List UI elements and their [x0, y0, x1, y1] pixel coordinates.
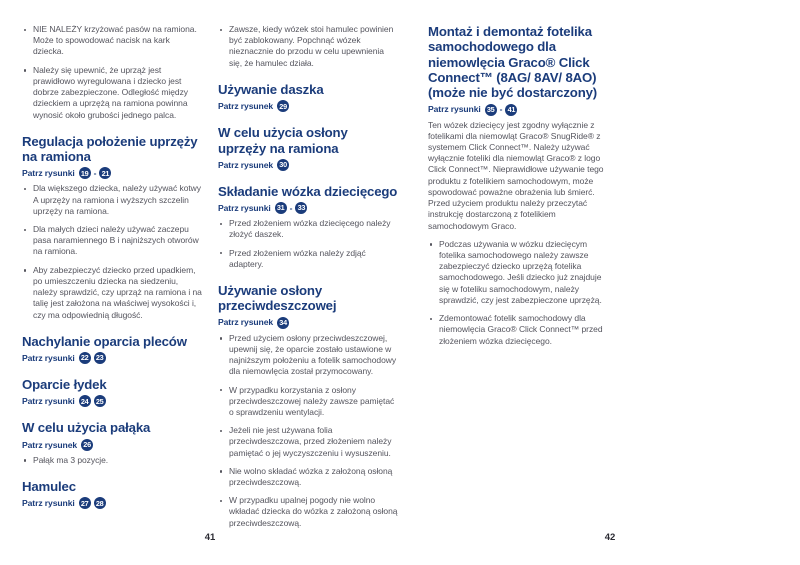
figure-reference-label: Patrz rysunki — [428, 104, 481, 115]
figure-range-dash: - — [499, 104, 503, 115]
figure-badge: 41 — [505, 104, 517, 116]
figure-reference-label: Patrz rysunki — [218, 202, 271, 213]
page-number: 41 — [204, 532, 216, 543]
figure-reference-label: Patrz rysunek — [218, 159, 274, 170]
list-item: Dla większego dziecka, należy używać kotwy A uprzęży na ramiona i wyższych szczelin uprzęży na ramiona. — [22, 183, 202, 217]
list-item: Należy się upewnić, że uprząż jest prawidłowo wyregulowana i dziecko jest dobrze zabezpieczone. Odległość między dzieckiem a uprzężą na ramiona powinna wynosić około grubości jednego palca. — [22, 65, 202, 121]
bullet-list — [428, 239, 608, 347]
figure-reference-label: Patrz rysunek — [22, 439, 78, 450]
page-42-column-1 — [428, 24, 608, 347]
bullet-list — [22, 24, 202, 121]
list-item: Zdemontować fotelik samochodowy dla niemowlęcia Graco® Click Connect™ przed złożeniem wózka dziecięcego. — [428, 313, 608, 347]
figure-badge: 33 — [295, 202, 307, 214]
page-42 — [420, 0, 800, 565]
list-item: Przed złożeniem wózka dziecięcego należy złożyć daszek. — [218, 218, 398, 240]
page-41-column-2 — [218, 24, 398, 536]
bullet-list — [218, 333, 398, 529]
figure-reference — [218, 202, 398, 214]
bullet-list — [22, 183, 202, 320]
figure-badge: 34 — [277, 317, 289, 329]
figure-reference-label: Patrz rysunki — [22, 168, 75, 179]
bullet-list — [218, 218, 398, 270]
figure-reference — [22, 395, 202, 407]
section-heading-canopy: Używanie daszka — [218, 81, 324, 97]
figure-badge: 30 — [277, 159, 289, 171]
page-41-columns — [22, 24, 398, 536]
figure-badge: 29 — [277, 100, 289, 112]
figure-badge: 27 — [79, 497, 91, 509]
section-heading-car-seat-install: Montaż i demontaż fotelika samochodowego dla niemowlęcia Graco® Click Connect™ (8AG/ 8AV/ 8AO) (może nie być dostarczony) — [428, 24, 598, 101]
figure-reference-label: Patrz rysunek — [218, 101, 274, 112]
figure-reference-label: Patrz rysunek — [218, 317, 274, 328]
figure-reference-label: Patrz rysunki — [22, 396, 75, 407]
list-item: Podczas używania w wózku dziecięcym fotelika samochodowego należy zawsze zabezpieczyć dziecko uprzężą fotelika samochodowego. Jeśli dziecko już znajduje się w foteliku samochodowym, należy sprawdzić, czy jest zabezpieczone uprzężą. — [428, 239, 608, 306]
figure-badge: 23 — [94, 352, 106, 364]
list-item: Aby zabezpieczyć dziecko przed upadkiem, po umieszczeniu dziecka na siedzeniu, należy sprawdzić, czy uprząż na ramiona i na talię jest założona na właściwej wysokości i, czy ma odpowiednią długość. — [22, 265, 202, 321]
figure-reference — [218, 159, 398, 171]
figure-reference — [218, 317, 398, 329]
section-heading-calf-support: Oparcie łydek — [22, 377, 107, 393]
figure-badge: 31 — [275, 202, 287, 214]
figure-reference — [22, 352, 202, 364]
section-heading-harness-position: Regulacja położenie uprzęży na ramiona — [22, 133, 198, 165]
figure-badge: 21 — [99, 167, 111, 179]
section-heading-folding-stroller: Składanie wózka dziecięcego — [218, 183, 398, 199]
figure-badge: 22 — [79, 352, 91, 364]
figure-badge: 24 — [79, 395, 91, 407]
list-item: Pałąk ma 3 pozycje. — [22, 455, 202, 466]
figure-reference — [218, 100, 398, 112]
figure-badge: 25 — [94, 395, 106, 407]
section-heading-brake: Hamulec — [22, 478, 76, 494]
figure-badge: 35 — [485, 104, 497, 116]
section-heading-harness-cover: W celu użycia osłony uprzęży na ramiona — [218, 125, 348, 156]
page-41-column-1 — [22, 24, 202, 536]
figure-reference — [22, 167, 202, 179]
figure-badge: 28 — [94, 497, 106, 509]
figure-range-dash: - — [93, 168, 97, 179]
list-item: W przypadku upalnej pogody nie wolno wkładać dziecka do wózka z założoną osłoną przeciwdeszczową. — [218, 495, 398, 529]
figure-badge: 26 — [81, 439, 93, 451]
bullet-list — [22, 455, 202, 466]
list-item: Jeżeli nie jest używana folia przeciwdeszczowa, przed złożeniem należy pamiętać o jej wyczyszczeniu i wysuszeniu. — [218, 425, 398, 459]
figure-reference — [22, 497, 202, 509]
section-paragraph: Ten wózek dziecięcy jest zgodny wyłącznie z fotelikami dla niemowląt Graco® SnugRide® z systemem Click Connect™. Należy używać wyłącznie foteliki dla niemowląt Graco® z logo Click Connect™. Nieprawidłowe używanie tego produktu z fotelikiem samochodowym, może spowodować poważne obrażenia lub śmierć. Przed użyciem produktu należy przeczytać instrukcję dostarczoną z fotelikiem samochodowym Graco. — [428, 119, 604, 231]
bullet-list — [218, 24, 398, 69]
list-item: Zawsze, kiedy wózek stoi hamulec powinien być zablokowany. Popchnąć wózek nieznacznie do przodu w celu upewnienia się, że hamulec działa. — [218, 24, 398, 69]
section-heading-bumper-bar: W celu użycia pałąka — [22, 420, 151, 436]
section-heading-rain-cover: Używanie osłony przeciwdeszczowej — [218, 283, 337, 314]
figure-reference-label: Patrz rysunki — [22, 498, 75, 509]
list-item: Przed złożeniem wózka należy zdjąć adaptery. — [218, 248, 398, 270]
list-item: NIE NALEŻY krzyżować pasów na ramiona. Może to spowodować nacisk na kark dziecka. — [22, 24, 202, 58]
list-item: W przypadku korzystania z osłony przeciwdeszczowej należy zawsze pamiętać o sprawdzeniu wentylacji. — [218, 385, 398, 419]
figure-reference — [428, 104, 608, 116]
figure-reference — [22, 439, 202, 451]
figure-badge: 19 — [79, 167, 91, 179]
list-item: Dla małych dzieci należy używać zaczepu pasa naramiennego B i najniższych otworów na ramiona. — [22, 224, 202, 258]
list-item: Nie wolno składać wózka z założoną osłoną przeciwdeszczową. — [218, 466, 398, 488]
section-heading-backrest-recline: Nachylanie oparcia pleców — [22, 333, 187, 349]
figure-reference-label: Patrz rysunki — [22, 352, 75, 363]
page-number: 42 — [604, 532, 616, 543]
list-item: Przed użyciem osłony przeciwdeszczowej, upewnij się, że oparcie zostało ustawione w najniższym położeniu a fotelik samochodowy dla niemowlęcia został przymocowany. — [218, 333, 398, 378]
figure-range-dash: - — [289, 202, 293, 213]
